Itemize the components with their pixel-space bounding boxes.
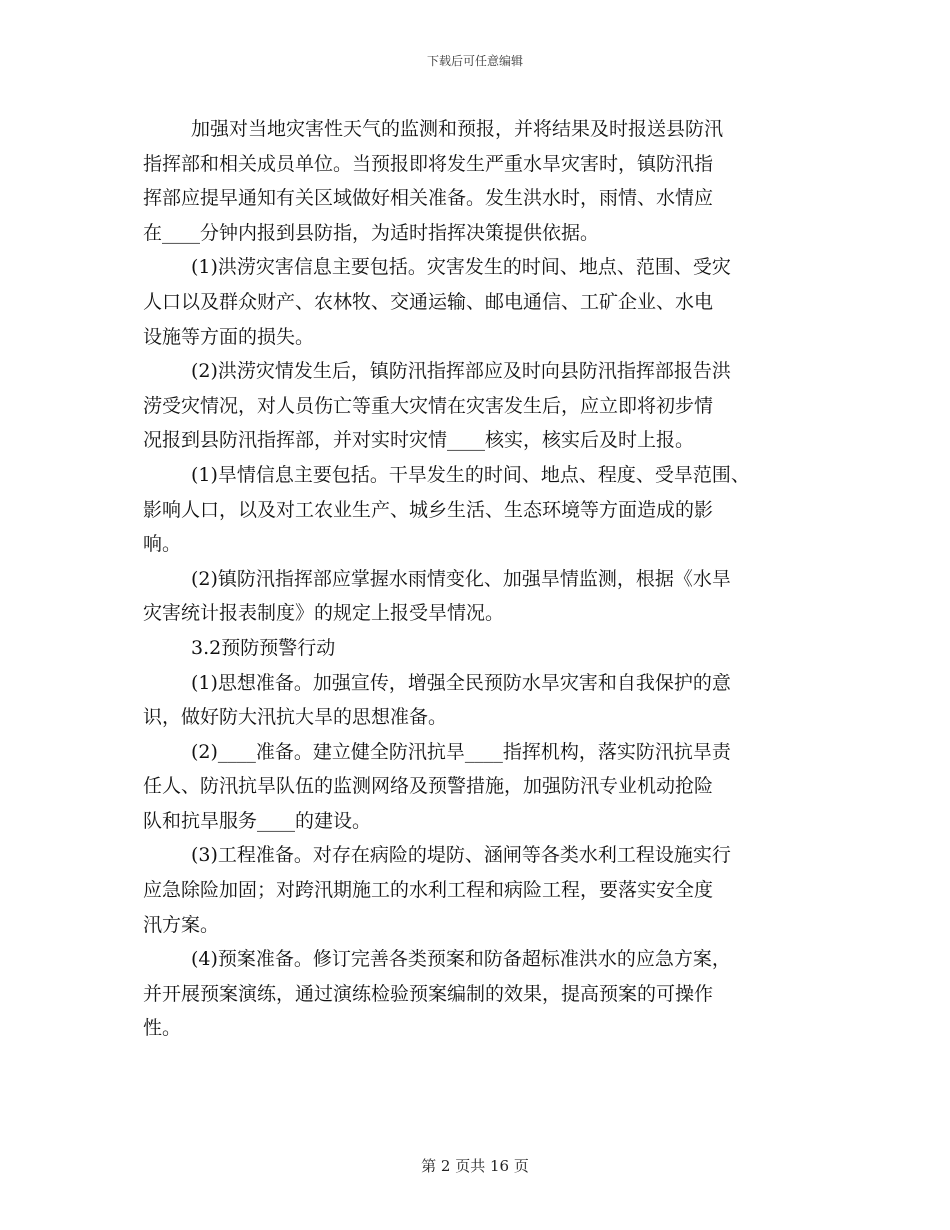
text-line: 挥部应提早通知有关区域做好相关准备。发生洪水时，雨情、水情应 xyxy=(143,187,714,210)
text-line: 3.2预防预警行动 xyxy=(191,636,336,659)
text-line: (1)旱情信息主要包括。干旱发生的时间、地点、程度、受旱范围、 xyxy=(191,463,750,486)
text-line: 响。 xyxy=(143,533,182,556)
text-line: 并开展预案演练，通过演练检验预案编制的效果，提高预案的可操作 xyxy=(143,982,714,1005)
text-line: 影响人口，以及对工农业生产、城乡生活、生态环境等方面造成的影 xyxy=(143,498,714,521)
text-line: 设施等方面的损失。 xyxy=(143,325,315,348)
text-line: 在____分钟内报到县防指，为适时指挥决策提供依据。 xyxy=(143,221,600,244)
text-line: (3)工程准备。对存在病险的堤防、涵闸等各类水利工程设施实行 xyxy=(191,844,731,867)
text-line: (4)预案准备。修订完善各类预案和防备超标准洪水的应急方案， xyxy=(191,948,731,971)
text-line: 人口以及群众财产、农林牧、交通运输、邮电通信、工矿企业、水电 xyxy=(143,290,714,313)
page-footer: 第 2 页共 16 页 xyxy=(421,1157,529,1175)
text-line: 识，做好防大汛抗大旱的思想准备。 xyxy=(143,706,448,729)
document-body xyxy=(143,112,803,1046)
text-line: (2)镇防汛指挥部应掌握水雨情变化、加强旱情监测，根据《水旱 xyxy=(191,567,731,590)
text-line: 涝受灾情况，对人员伤亡等重大灾情在灾害发生后，应立即将初步情 xyxy=(143,394,714,417)
text-line: 队和抗旱服务____的建设。 xyxy=(143,809,372,832)
text-line: (1)洪涝灾害信息主要包括。灾害发生的时间、地点、范围、受灾 xyxy=(191,256,731,279)
text-line: 况报到县防汛指挥部，并对实时灾情____核实，核实后及时上报。 xyxy=(143,429,695,452)
text-line: (1)思想准备。加强宣传，增强全民预防水旱灾害和自我保护的意 xyxy=(191,671,731,694)
text-line: 应急除险加固；对跨汛期施工的水利工程和病险工程，要落实安全度 xyxy=(143,879,714,902)
text-line: 任人、防汛抗旱队伍的监测网络及预警措施，加强防汛专业机动抢险 xyxy=(143,775,714,798)
text-line: 指挥部和相关成员单位。当预报即将发生严重水旱灾害时，镇防汛指 xyxy=(143,152,714,175)
text-line: 汛方案。 xyxy=(143,913,220,936)
text-line: 加强对当地灾害性天气的监测和预报，并将结果及时报送县防汛 xyxy=(191,118,724,140)
text-line: 灾害统计报表制度》的规定上报受旱情况。 xyxy=(143,602,505,625)
page-header: 下载后可任意编辑 xyxy=(426,54,523,68)
text-line: (2)洪涝灾情发生后，镇防汛指挥部应及时向县防汛指挥部报告洪 xyxy=(191,360,731,383)
text-line: 性。 xyxy=(143,1017,182,1040)
text-line: (2)____准备。建立健全防汛抗旱____指挥机构，落实防汛抗旱责 xyxy=(191,740,731,763)
